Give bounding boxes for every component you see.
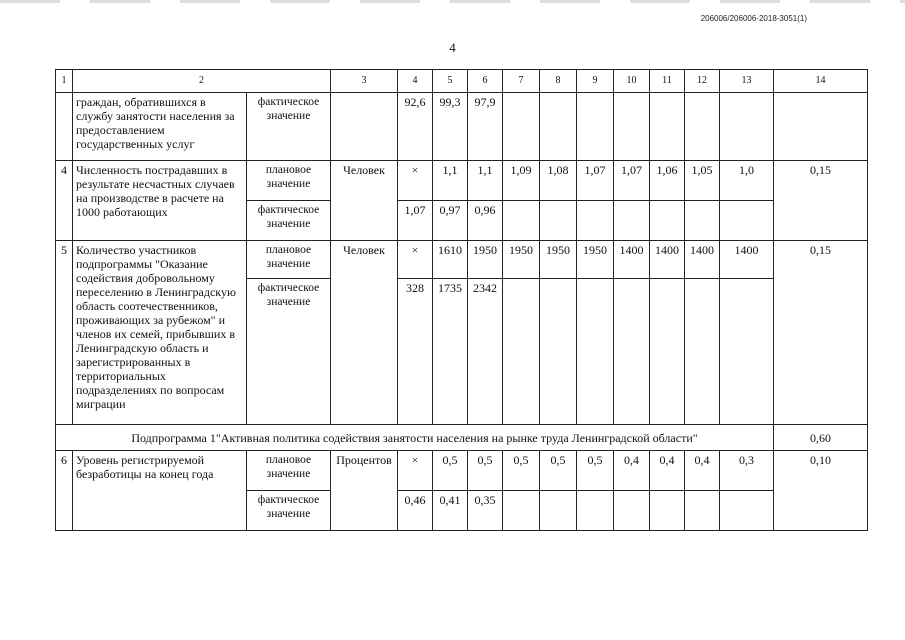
value-cell bbox=[685, 491, 720, 531]
value-cell: 1735 bbox=[433, 279, 468, 425]
value-cell bbox=[540, 491, 577, 531]
indicators-table bbox=[55, 69, 868, 531]
header-cell: 2 bbox=[73, 70, 331, 93]
value-cell bbox=[720, 201, 774, 241]
value-cell bbox=[614, 279, 650, 425]
value-cell bbox=[503, 93, 540, 161]
metric-label: фактическое значение bbox=[247, 491, 331, 531]
metric-label: плановое значение bbox=[247, 241, 331, 279]
value-cell: × bbox=[398, 451, 433, 491]
value-cell: 99,3 bbox=[433, 93, 468, 161]
value-cell: 1610 bbox=[433, 241, 468, 279]
value-cell: 0,5 bbox=[433, 451, 468, 491]
subprogram-title: Подпрограмма 1"Активная политика содействия занятости населения на рынке труда Ленинградской области" bbox=[56, 425, 774, 451]
indicator-name: Количество участников подпрограммы "Оказание содействия добровольному переселению в Ленинградскую область соотечественников, проживающих за рубежом" и членов их семей, прибывших в Ленинградскую область и зарегистрированных в территориальных подразделениях по вопросам миграции bbox=[73, 241, 247, 425]
metric-label: фактическое значение bbox=[247, 93, 331, 161]
value-cell: × bbox=[398, 161, 433, 201]
value-cell: 0,97 bbox=[433, 201, 468, 241]
value-cell bbox=[650, 491, 685, 531]
weight-cell: 0,15 bbox=[774, 241, 868, 425]
header-cell: 1 bbox=[56, 70, 73, 93]
value-cell: 0,3 bbox=[720, 451, 774, 491]
value-cell bbox=[577, 491, 614, 531]
value-cell bbox=[540, 279, 577, 425]
header-cell: 12 bbox=[685, 70, 720, 93]
unit-cell bbox=[331, 93, 398, 161]
value-cell: 0,46 bbox=[398, 491, 433, 531]
value-cell bbox=[503, 491, 540, 531]
value-cell: 1950 bbox=[503, 241, 540, 279]
value-cell bbox=[720, 491, 774, 531]
header-cell: 13 bbox=[720, 70, 774, 93]
value-cell: 92,6 bbox=[398, 93, 433, 161]
value-cell: 328 bbox=[398, 279, 433, 425]
value-cell bbox=[577, 201, 614, 241]
indicator-name: Численность пострадавших в результате несчастных случаев на производстве в расчете на 1000 работающих bbox=[73, 161, 247, 241]
value-cell bbox=[503, 201, 540, 241]
value-cell bbox=[577, 279, 614, 425]
value-cell: 1,05 bbox=[685, 161, 720, 201]
table-row-continuation bbox=[56, 93, 868, 161]
value-cell: 1,07 bbox=[577, 161, 614, 201]
value-cell: 1950 bbox=[540, 241, 577, 279]
value-cell: 1950 bbox=[468, 241, 503, 279]
header-cell: 5 bbox=[433, 70, 468, 93]
table-row-6-plan bbox=[56, 451, 868, 491]
metric-label: плановое значение bbox=[247, 451, 331, 491]
value-cell bbox=[650, 279, 685, 425]
value-cell: 1400 bbox=[685, 241, 720, 279]
row-number: 6 bbox=[56, 451, 73, 531]
header-cell: 3 bbox=[331, 70, 398, 93]
unit-cell: Процентов bbox=[331, 451, 398, 531]
header-cell: 14 bbox=[774, 70, 868, 93]
value-cell: 1400 bbox=[720, 241, 774, 279]
table-row-4-plan bbox=[56, 161, 868, 201]
indicator-name: Уровень регистрируемой безработицы на конец года bbox=[73, 451, 247, 531]
metric-label: плановое значение bbox=[247, 161, 331, 201]
row-number: 5 bbox=[56, 241, 73, 425]
header-row bbox=[56, 70, 868, 93]
value-cell bbox=[720, 279, 774, 425]
page-number: 4 bbox=[449, 40, 456, 55]
value-cell: 0,4 bbox=[614, 451, 650, 491]
weight-cell: 0,60 bbox=[774, 425, 868, 451]
unit-cell: Человек bbox=[331, 241, 398, 425]
value-cell bbox=[577, 93, 614, 161]
value-cell: 1,0 bbox=[720, 161, 774, 201]
value-cell bbox=[540, 201, 577, 241]
weight-cell: 0,10 bbox=[774, 451, 868, 531]
value-cell: 0,35 bbox=[468, 491, 503, 531]
scan-edge bbox=[0, 0, 905, 3]
value-cell: 1,1 bbox=[468, 161, 503, 201]
indicator-name: граждан, обратившихся в службу занятости населения за предоставлением государственных услуг bbox=[73, 93, 247, 161]
header-cell: 9 bbox=[577, 70, 614, 93]
value-cell bbox=[720, 93, 774, 161]
value-cell: 0,5 bbox=[503, 451, 540, 491]
header-cell: 10 bbox=[614, 70, 650, 93]
value-cell: 1,06 bbox=[650, 161, 685, 201]
header-cell: 6 bbox=[468, 70, 503, 93]
unit-cell: Человек bbox=[331, 161, 398, 241]
value-cell bbox=[503, 279, 540, 425]
value-cell: 1,07 bbox=[398, 201, 433, 241]
value-cell: 0,96 bbox=[468, 201, 503, 241]
value-cell bbox=[685, 93, 720, 161]
value-cell: 1400 bbox=[614, 241, 650, 279]
value-cell: 0,5 bbox=[468, 451, 503, 491]
value-cell bbox=[540, 93, 577, 161]
value-cell: 0,5 bbox=[540, 451, 577, 491]
value-cell bbox=[685, 279, 720, 425]
value-cell: 97,9 bbox=[468, 93, 503, 161]
value-cell bbox=[614, 93, 650, 161]
row-number-cell bbox=[56, 93, 73, 161]
subprogram-row bbox=[56, 425, 868, 451]
weight-cell bbox=[774, 93, 868, 161]
value-cell: 1950 bbox=[577, 241, 614, 279]
value-cell: × bbox=[398, 241, 433, 279]
value-cell bbox=[685, 201, 720, 241]
value-cell: 1,09 bbox=[503, 161, 540, 201]
header-cell: 8 bbox=[540, 70, 577, 93]
row-number: 4 bbox=[56, 161, 73, 241]
value-cell bbox=[650, 201, 685, 241]
value-cell: 1400 bbox=[650, 241, 685, 279]
header-cell: 11 bbox=[650, 70, 685, 93]
value-cell: 0,41 bbox=[433, 491, 468, 531]
metric-label: фактическое значение bbox=[247, 201, 331, 241]
value-cell: 0,4 bbox=[650, 451, 685, 491]
value-cell bbox=[614, 201, 650, 241]
value-cell: 2342 bbox=[468, 279, 503, 425]
value-cell: 1,1 bbox=[433, 161, 468, 201]
table-row-5-plan bbox=[56, 241, 868, 279]
header-cell: 4 bbox=[398, 70, 433, 93]
value-cell: 0,5 bbox=[577, 451, 614, 491]
metric-label: фактическое значение bbox=[247, 279, 331, 425]
value-cell: 0,4 bbox=[685, 451, 720, 491]
weight-cell: 0,15 bbox=[774, 161, 868, 241]
header-cell: 7 bbox=[503, 70, 540, 93]
value-cell bbox=[650, 93, 685, 161]
value-cell bbox=[614, 491, 650, 531]
document-id: 206006/206006-2018-3051(1) bbox=[700, 14, 807, 23]
value-cell: 1,08 bbox=[540, 161, 577, 201]
value-cell: 1,07 bbox=[614, 161, 650, 201]
